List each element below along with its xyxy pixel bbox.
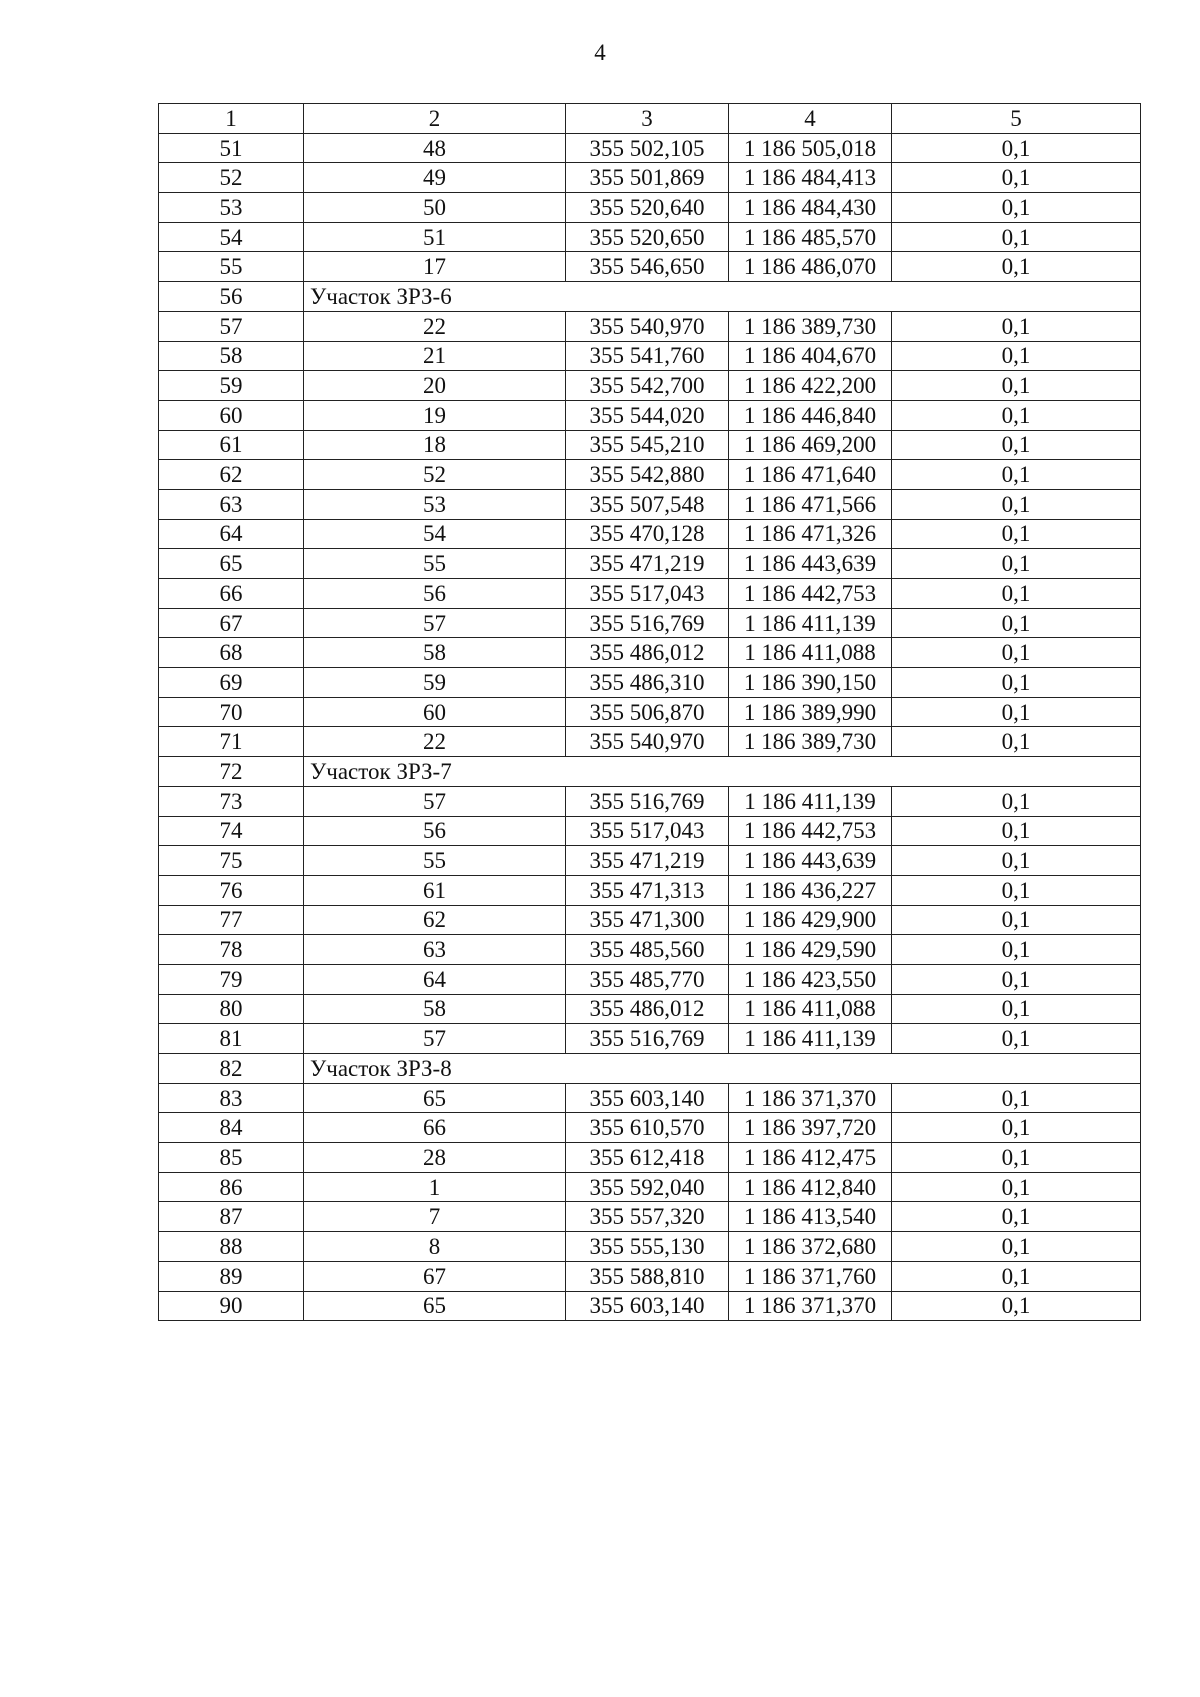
error-cell: 0,1: [892, 1291, 1141, 1321]
row-number-cell: 78: [159, 935, 304, 965]
row-number-cell: 90: [159, 1291, 304, 1321]
table-row: [159, 252, 1141, 282]
x-coordinate-cell: 355 486,012: [566, 994, 729, 1024]
row-number-cell: 79: [159, 964, 304, 994]
row-number-cell: 80: [159, 994, 304, 1024]
point-number-cell: 22: [304, 311, 566, 341]
y-coordinate-cell: 1 186 484,413: [729, 163, 892, 193]
point-number-cell: 1: [304, 1172, 566, 1202]
row-number-cell: 83: [159, 1083, 304, 1113]
row-number-cell: 52: [159, 163, 304, 193]
page-number: 4: [594, 40, 606, 65]
error-cell: 0,1: [892, 816, 1141, 846]
error-cell: 0,1: [892, 994, 1141, 1024]
point-number-cell: 67: [304, 1261, 566, 1291]
table-row: [159, 697, 1141, 727]
y-coordinate-cell: 1 186 371,760: [729, 1261, 892, 1291]
x-coordinate-cell: 355 603,140: [566, 1291, 729, 1321]
table-row: [159, 460, 1141, 490]
x-coordinate-cell: 355 541,760: [566, 341, 729, 371]
table-row: [159, 935, 1141, 965]
error-cell: 0,1: [892, 1172, 1141, 1202]
point-number-cell: 49: [304, 163, 566, 193]
error-cell: 0,1: [892, 1024, 1141, 1054]
x-coordinate-cell: 355 542,700: [566, 371, 729, 401]
y-coordinate-cell: 1 186 442,753: [729, 579, 892, 609]
error-cell: 0,1: [892, 697, 1141, 727]
y-coordinate-cell: 1 186 411,088: [729, 638, 892, 668]
table-row: [159, 341, 1141, 371]
error-cell: 0,1: [892, 1202, 1141, 1232]
point-number-cell: 48: [304, 133, 566, 163]
table-row: [159, 519, 1141, 549]
row-number-cell: 63: [159, 489, 304, 519]
point-number-cell: 66: [304, 1113, 566, 1143]
table-row: [159, 1024, 1141, 1054]
table-row: [159, 1202, 1141, 1232]
error-cell: 0,1: [892, 846, 1141, 876]
y-coordinate-cell: 1 186 404,670: [729, 341, 892, 371]
error-cell: 0,1: [892, 1143, 1141, 1173]
error-cell: 0,1: [892, 638, 1141, 668]
error-cell: 0,1: [892, 608, 1141, 638]
y-coordinate-cell: 1 186 390,150: [729, 668, 892, 698]
error-cell: 0,1: [892, 668, 1141, 698]
section-row: [159, 757, 1141, 787]
x-coordinate-cell: 355 501,869: [566, 163, 729, 193]
table-row: [159, 489, 1141, 519]
table-row: [159, 668, 1141, 698]
header-cell: 5: [892, 104, 1141, 134]
table-row: [159, 905, 1141, 935]
y-coordinate-cell: 1 186 412,840: [729, 1172, 892, 1202]
point-number-cell: 58: [304, 994, 566, 1024]
table-row: [159, 549, 1141, 579]
coordinates-table: [158, 103, 1141, 1321]
point-number-cell: 19: [304, 400, 566, 430]
row-number-cell: 88: [159, 1232, 304, 1262]
row-number-cell: 60: [159, 400, 304, 430]
x-coordinate-cell: 355 516,769: [566, 1024, 729, 1054]
x-coordinate-cell: 355 540,970: [566, 311, 729, 341]
error-cell: 0,1: [892, 163, 1141, 193]
row-number-cell: 72: [159, 757, 304, 787]
point-number-cell: 51: [304, 222, 566, 252]
y-coordinate-cell: 1 186 429,590: [729, 935, 892, 965]
row-number-cell: 68: [159, 638, 304, 668]
x-coordinate-cell: 355 486,012: [566, 638, 729, 668]
error-cell: 0,1: [892, 1083, 1141, 1113]
error-cell: 0,1: [892, 222, 1141, 252]
y-coordinate-cell: 1 186 389,730: [729, 727, 892, 757]
x-coordinate-cell: 355 485,770: [566, 964, 729, 994]
x-coordinate-cell: 355 612,418: [566, 1143, 729, 1173]
section-label-cell: Участок ЗРЗ-7: [304, 757, 1141, 787]
section-row: [159, 1054, 1141, 1084]
y-coordinate-cell: 1 186 471,326: [729, 519, 892, 549]
row-number-cell: 66: [159, 579, 304, 609]
row-number-cell: 73: [159, 786, 304, 816]
y-coordinate-cell: 1 186 436,227: [729, 875, 892, 905]
row-number-cell: 85: [159, 1143, 304, 1173]
x-coordinate-cell: 355 485,560: [566, 935, 729, 965]
point-number-cell: 57: [304, 786, 566, 816]
header-cell: 1: [159, 104, 304, 134]
row-number-cell: 65: [159, 549, 304, 579]
table-row: [159, 608, 1141, 638]
row-number-cell: 56: [159, 282, 304, 312]
y-coordinate-cell: 1 186 389,730: [729, 311, 892, 341]
x-coordinate-cell: 355 506,870: [566, 697, 729, 727]
row-number-cell: 87: [159, 1202, 304, 1232]
point-number-cell: 57: [304, 608, 566, 638]
error-cell: 0,1: [892, 371, 1141, 401]
error-cell: 0,1: [892, 549, 1141, 579]
row-number-cell: 82: [159, 1054, 304, 1084]
error-cell: 0,1: [892, 1232, 1141, 1262]
y-coordinate-cell: 1 186 422,200: [729, 371, 892, 401]
x-coordinate-cell: 355 592,040: [566, 1172, 729, 1202]
table-row: [159, 163, 1141, 193]
row-number-cell: 70: [159, 697, 304, 727]
point-number-cell: 53: [304, 489, 566, 519]
x-coordinate-cell: 355 502,105: [566, 133, 729, 163]
point-number-cell: 57: [304, 1024, 566, 1054]
x-coordinate-cell: 355 610,570: [566, 1113, 729, 1143]
y-coordinate-cell: 1 186 389,990: [729, 697, 892, 727]
row-number-cell: 58: [159, 341, 304, 371]
point-number-cell: 65: [304, 1083, 566, 1113]
point-number-cell: 54: [304, 519, 566, 549]
section-label-cell: Участок ЗРЗ-8: [304, 1054, 1141, 1084]
error-cell: 0,1: [892, 1261, 1141, 1291]
x-coordinate-cell: 355 540,970: [566, 727, 729, 757]
table-row: [159, 311, 1141, 341]
point-number-cell: 50: [304, 193, 566, 223]
table-body: [159, 104, 1141, 1321]
row-number-cell: 76: [159, 875, 304, 905]
section-label-cell: Участок ЗРЗ-6: [304, 282, 1141, 312]
table-row: [159, 638, 1141, 668]
y-coordinate-cell: 1 186 371,370: [729, 1291, 892, 1321]
point-number-cell: 62: [304, 905, 566, 935]
error-cell: 0,1: [892, 935, 1141, 965]
y-coordinate-cell: 1 186 469,200: [729, 430, 892, 460]
point-number-cell: 55: [304, 549, 566, 579]
error-cell: 0,1: [892, 460, 1141, 490]
error-cell: 0,1: [892, 341, 1141, 371]
row-number-cell: 74: [159, 816, 304, 846]
table-row: [159, 994, 1141, 1024]
error-cell: 0,1: [892, 519, 1141, 549]
error-cell: 0,1: [892, 786, 1141, 816]
point-number-cell: 21: [304, 341, 566, 371]
x-coordinate-cell: 355 542,880: [566, 460, 729, 490]
row-number-cell: 57: [159, 311, 304, 341]
point-number-cell: 63: [304, 935, 566, 965]
point-number-cell: 56: [304, 579, 566, 609]
table-row: [159, 875, 1141, 905]
y-coordinate-cell: 1 186 486,070: [729, 252, 892, 282]
x-coordinate-cell: 355 470,128: [566, 519, 729, 549]
y-coordinate-cell: 1 186 442,753: [729, 816, 892, 846]
error-cell: 0,1: [892, 489, 1141, 519]
error-cell: 0,1: [892, 133, 1141, 163]
y-coordinate-cell: 1 186 411,088: [729, 994, 892, 1024]
table-row: [159, 1113, 1141, 1143]
x-coordinate-cell: 355 471,313: [566, 875, 729, 905]
row-number-cell: 59: [159, 371, 304, 401]
row-number-cell: 54: [159, 222, 304, 252]
x-coordinate-cell: 355 516,769: [566, 786, 729, 816]
x-coordinate-cell: 355 520,650: [566, 222, 729, 252]
error-cell: 0,1: [892, 964, 1141, 994]
x-coordinate-cell: 355 545,210: [566, 430, 729, 460]
error-cell: 0,1: [892, 905, 1141, 935]
y-coordinate-cell: 1 186 423,550: [729, 964, 892, 994]
table-row: [159, 193, 1141, 223]
point-number-cell: 22: [304, 727, 566, 757]
header-row: [159, 104, 1141, 134]
y-coordinate-cell: 1 186 397,720: [729, 1113, 892, 1143]
table-row: [159, 1232, 1141, 1262]
x-coordinate-cell: 355 544,020: [566, 400, 729, 430]
y-coordinate-cell: 1 186 413,540: [729, 1202, 892, 1232]
x-coordinate-cell: 355 471,300: [566, 905, 729, 935]
table-row: [159, 816, 1141, 846]
y-coordinate-cell: 1 186 471,640: [729, 460, 892, 490]
point-number-cell: 18: [304, 430, 566, 460]
x-coordinate-cell: 355 557,320: [566, 1202, 729, 1232]
y-coordinate-cell: 1 186 411,139: [729, 786, 892, 816]
point-number-cell: 61: [304, 875, 566, 905]
y-coordinate-cell: 1 186 446,840: [729, 400, 892, 430]
error-cell: 0,1: [892, 579, 1141, 609]
y-coordinate-cell: 1 186 471,566: [729, 489, 892, 519]
x-coordinate-cell: 355 520,640: [566, 193, 729, 223]
error-cell: 0,1: [892, 311, 1141, 341]
row-number-cell: 62: [159, 460, 304, 490]
x-coordinate-cell: 355 588,810: [566, 1261, 729, 1291]
row-number-cell: 77: [159, 905, 304, 935]
y-coordinate-cell: 1 186 443,639: [729, 549, 892, 579]
x-coordinate-cell: 355 486,310: [566, 668, 729, 698]
table-row: [159, 846, 1141, 876]
table-row: [159, 1083, 1141, 1113]
x-coordinate-cell: 355 546,650: [566, 252, 729, 282]
x-coordinate-cell: 355 517,043: [566, 816, 729, 846]
table-row: [159, 133, 1141, 163]
row-number-cell: 81: [159, 1024, 304, 1054]
error-cell: 0,1: [892, 193, 1141, 223]
table-row: [159, 1291, 1141, 1321]
table-row: [159, 727, 1141, 757]
point-number-cell: 59: [304, 668, 566, 698]
header-cell: 3: [566, 104, 729, 134]
table-row: [159, 579, 1141, 609]
row-number-cell: 55: [159, 252, 304, 282]
point-number-cell: 8: [304, 1232, 566, 1262]
y-coordinate-cell: 1 186 412,475: [729, 1143, 892, 1173]
error-cell: 0,1: [892, 727, 1141, 757]
row-number-cell: 71: [159, 727, 304, 757]
row-number-cell: 61: [159, 430, 304, 460]
table-row: [159, 430, 1141, 460]
error-cell: 0,1: [892, 1113, 1141, 1143]
point-number-cell: 56: [304, 816, 566, 846]
row-number-cell: 53: [159, 193, 304, 223]
y-coordinate-cell: 1 186 411,139: [729, 608, 892, 638]
table-row: [159, 1261, 1141, 1291]
row-number-cell: 89: [159, 1261, 304, 1291]
row-number-cell: 75: [159, 846, 304, 876]
table-row: [159, 964, 1141, 994]
table-row: [159, 400, 1141, 430]
y-coordinate-cell: 1 186 443,639: [729, 846, 892, 876]
point-number-cell: 58: [304, 638, 566, 668]
point-number-cell: 7: [304, 1202, 566, 1232]
y-coordinate-cell: 1 186 371,370: [729, 1083, 892, 1113]
row-number-cell: 84: [159, 1113, 304, 1143]
y-coordinate-cell: 1 186 429,900: [729, 905, 892, 935]
table-row: [159, 786, 1141, 816]
x-coordinate-cell: 355 555,130: [566, 1232, 729, 1262]
x-coordinate-cell: 355 603,140: [566, 1083, 729, 1113]
y-coordinate-cell: 1 186 485,570: [729, 222, 892, 252]
error-cell: 0,1: [892, 400, 1141, 430]
table-row: [159, 1143, 1141, 1173]
y-coordinate-cell: 1 186 372,680: [729, 1232, 892, 1262]
x-coordinate-cell: 355 471,219: [566, 549, 729, 579]
header-cell: 2: [304, 104, 566, 134]
point-number-cell: 17: [304, 252, 566, 282]
point-number-cell: 55: [304, 846, 566, 876]
error-cell: 0,1: [892, 875, 1141, 905]
row-number-cell: 86: [159, 1172, 304, 1202]
row-number-cell: 64: [159, 519, 304, 549]
point-number-cell: 52: [304, 460, 566, 490]
row-number-cell: 51: [159, 133, 304, 163]
x-coordinate-cell: 355 507,548: [566, 489, 729, 519]
row-number-cell: 67: [159, 608, 304, 638]
section-row: [159, 282, 1141, 312]
point-number-cell: 60: [304, 697, 566, 727]
point-number-cell: 28: [304, 1143, 566, 1173]
table-row: [159, 222, 1141, 252]
x-coordinate-cell: 355 516,769: [566, 608, 729, 638]
point-number-cell: 64: [304, 964, 566, 994]
y-coordinate-cell: 1 186 505,018: [729, 133, 892, 163]
error-cell: 0,1: [892, 252, 1141, 282]
error-cell: 0,1: [892, 430, 1141, 460]
row-number-cell: 69: [159, 668, 304, 698]
y-coordinate-cell: 1 186 411,139: [729, 1024, 892, 1054]
x-coordinate-cell: 355 517,043: [566, 579, 729, 609]
table-row: [159, 371, 1141, 401]
header-cell: 4: [729, 104, 892, 134]
y-coordinate-cell: 1 186 484,430: [729, 193, 892, 223]
point-number-cell: 65: [304, 1291, 566, 1321]
point-number-cell: 20: [304, 371, 566, 401]
table-row: [159, 1172, 1141, 1202]
x-coordinate-cell: 355 471,219: [566, 846, 729, 876]
